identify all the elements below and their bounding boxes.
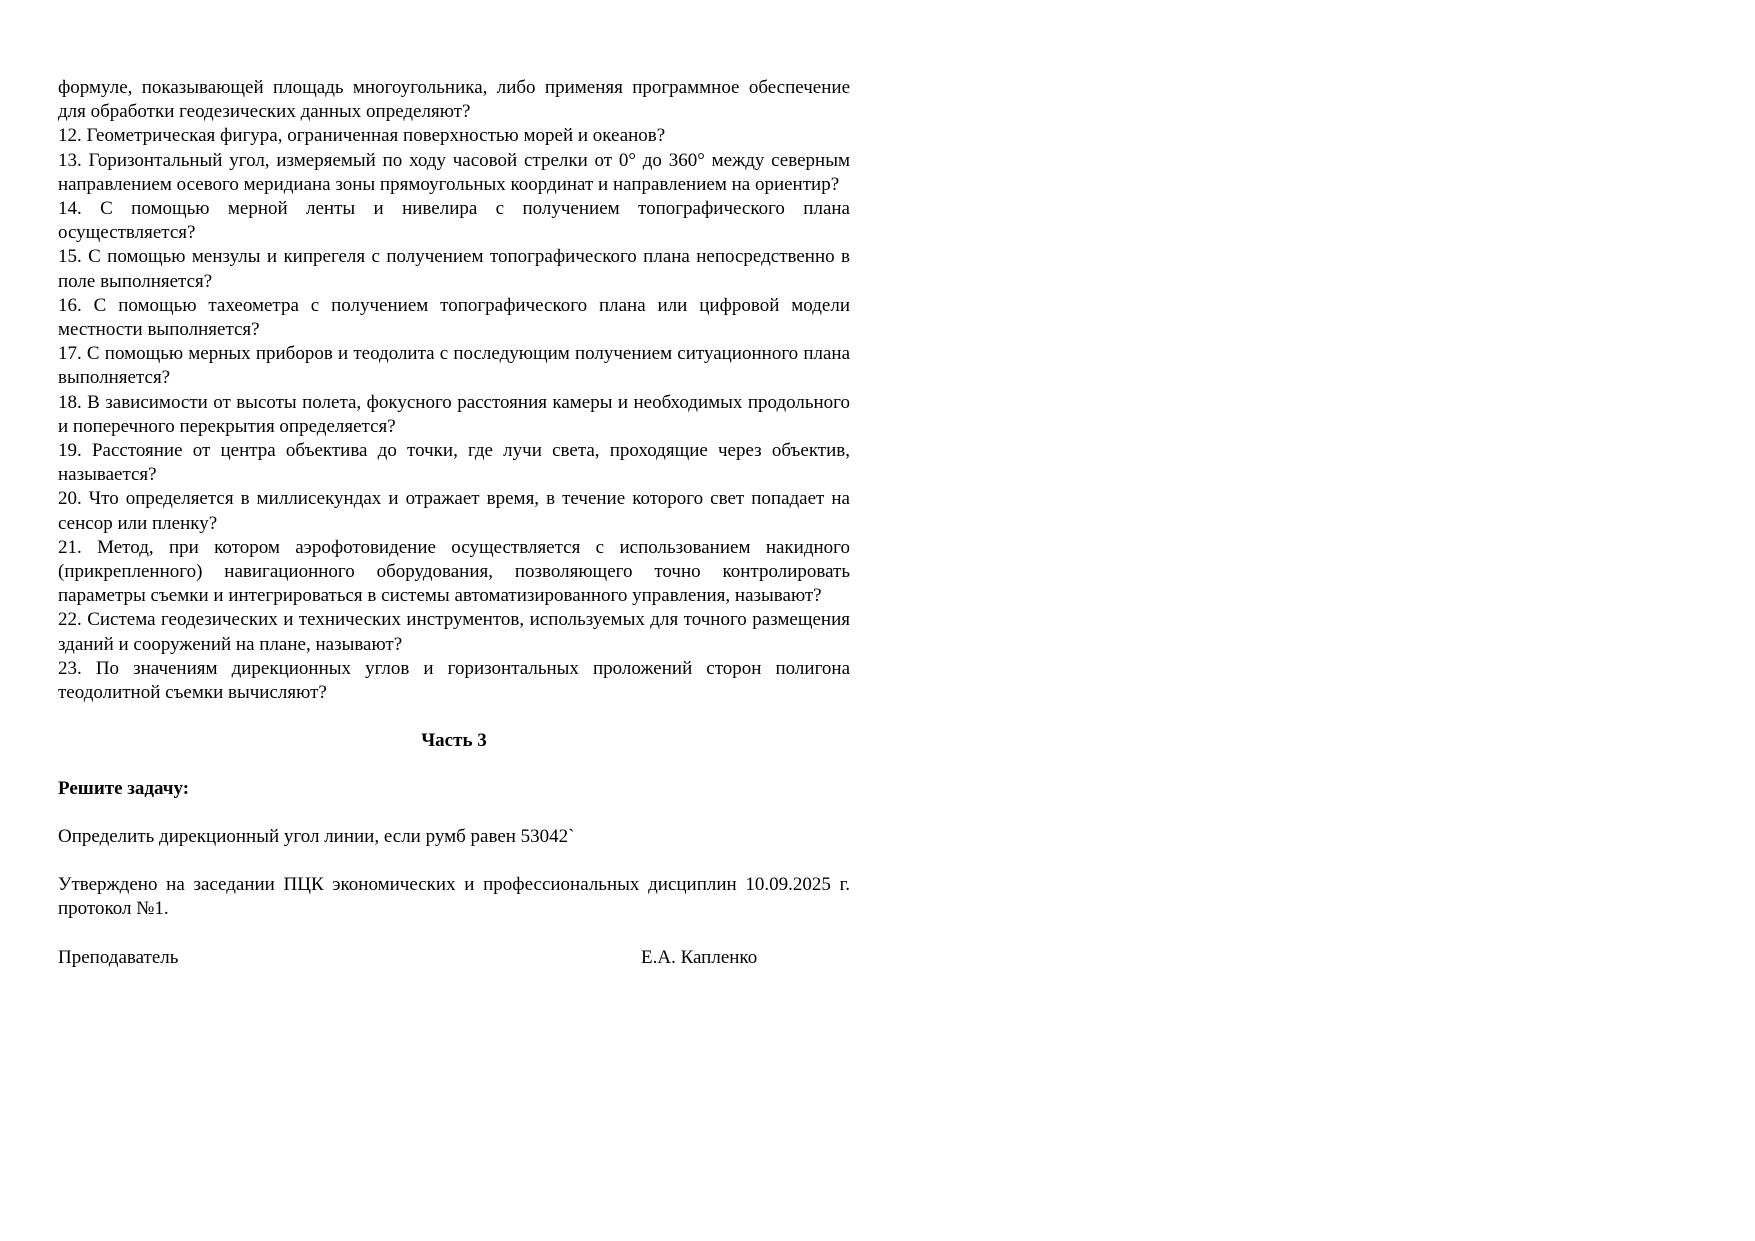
- signature-name: Е.А. Капленко: [641, 946, 758, 968]
- question-22: 22. Система геодезических и технических инструментов, используемых для точного размещения зданий и сооружений на плане, называют?: [58, 609, 850, 655]
- part-heading: Часть 3: [421, 730, 487, 752]
- question-14: 14. С помощью мерной ленты и нивелира с получением топографического плана осуществляется?: [58, 198, 850, 244]
- question-13: 13. Горизонтальный угол, измеряемый по ходу часовой стрелки от 0° до 360° между северным направлением осевого меридиана зоны прямоугольных координат и направлением на ориентир?: [58, 149, 850, 195]
- question-18: 18. В зависимости от высоты полета, фокусного расстояния камеры и необходимых продольного и поперечного перекрытия определяется?: [58, 391, 850, 437]
- continuation-paragraph: формуле, показывающей площадь многоугольника, либо применяя программное обеспечение для обработки геодезических данных определяют?: [58, 77, 850, 123]
- question-21: 21. Метод, при котором аэрофотовидение осуществляется с использованием накидного (прикрепленного) навигационного оборудования, позволяющего точно контролировать параметры съемки и интегрироваться в системы автоматизированного управления, называют?: [58, 536, 850, 607]
- approval-note: Утверждено на заседании ПЦК экономических и профессиональных дисциплин 10.09.2025 г. протокол №1.: [58, 874, 850, 920]
- signature-role: Преподаватель: [58, 946, 179, 968]
- document-body: [58, 76, 850, 972]
- question-15: 15. С помощью мензулы и кипрегеля с получением топографического плана непосредственно в поле выполняется?: [58, 246, 850, 292]
- question-23: 23. По значениям дирекционных углов и горизонтальных проложений сторон полигона теодолитной съемки вычисляют?: [58, 657, 850, 704]
- question-20: 20. Что определяется в миллисекундах и отражает время, в течение которого свет попадает на сенсор или пленку?: [58, 488, 850, 534]
- signature-row: [58, 946, 850, 972]
- question-list: [58, 124, 850, 705]
- question-12: 12. Геометрическая фигура, ограниченная поверхностью морей и океанов?: [58, 125, 666, 147]
- question-16: 16. С помощью тахеометра с получением топографического плана или цифровой модели местности выполняется?: [58, 294, 850, 341]
- question-17: 17. С помощью мерных приборов и теодолита с последующим получением ситуационного плана выполняется?: [58, 343, 850, 389]
- task-heading: Решите задачу:: [58, 778, 190, 800]
- question-19: 19. Расстояние от центра объектива до точки, где лучи света, проходящие через объектив, называется?: [58, 440, 850, 486]
- task-text: Определить дирекционный угол линии, если румб равен 53042`: [58, 826, 575, 848]
